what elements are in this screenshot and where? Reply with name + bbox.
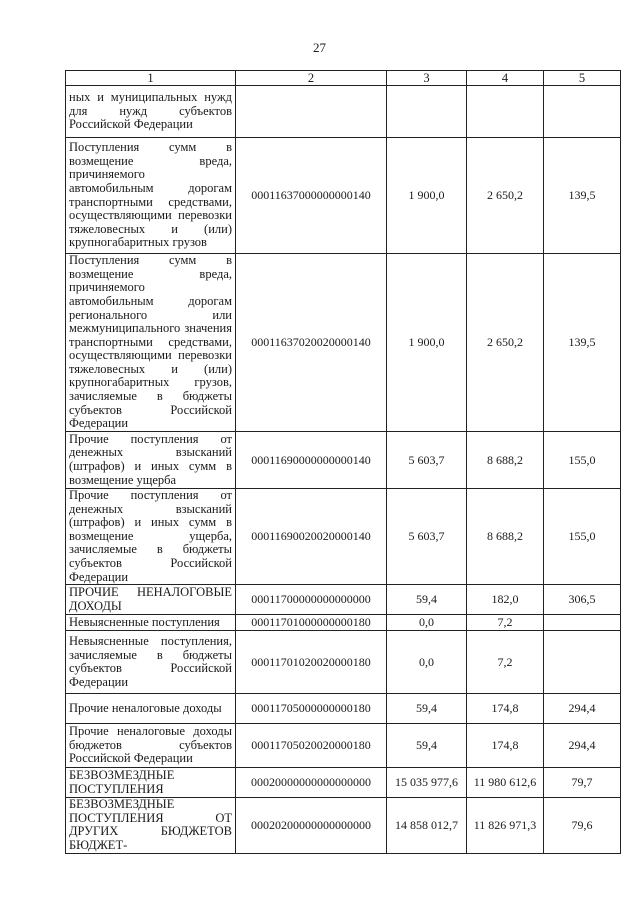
row-value-col4: 11 826 971,3 (467, 798, 544, 853)
row-value-col3: 0,0 (387, 615, 467, 631)
row-value-col3: 1 900,0 (387, 138, 467, 254)
row-code: 00011700000000000000 (236, 585, 387, 615)
column-header: 5 (544, 71, 621, 86)
row-value-col3 (387, 86, 467, 138)
row-name: Прочие поступления от денежных взысканий (штрафов) и иных сумм в возмещение ущерба (66, 432, 236, 489)
row-code: 00011701020020000180 (236, 631, 387, 694)
row-value-col5: 79,7 (544, 768, 621, 798)
row-code: 00011705000000000180 (236, 694, 387, 724)
table-row (66, 615, 621, 631)
row-code: 00011690000000000140 (236, 432, 387, 489)
row-code: 00011705020020000180 (236, 724, 387, 768)
table-row (66, 254, 621, 432)
row-name: ПРОЧИЕ НЕНАЛОГОВЫЕ ДОХОДЫ (66, 585, 236, 615)
column-header: 2 (236, 71, 387, 86)
row-value-col4: 8 688,2 (467, 489, 544, 585)
row-code: 00011637020020000140 (236, 254, 387, 432)
row-name: Прочие неналоговые доходы бюджетов субъектов Российской Федерации (66, 724, 236, 768)
table-row (66, 798, 621, 853)
row-value-col3: 5 603,7 (387, 489, 467, 585)
row-code: 00011690020020000140 (236, 489, 387, 585)
row-value-col5 (544, 631, 621, 694)
table-header-row (66, 71, 621, 86)
row-code: 00020000000000000000 (236, 768, 387, 798)
row-value-col4: 11 980 612,6 (467, 768, 544, 798)
row-name: Прочие неналоговые доходы (66, 694, 236, 724)
table-row (66, 138, 621, 254)
row-value-col5 (544, 615, 621, 631)
row-code: 00011701000000000180 (236, 615, 387, 631)
row-name: Прочие поступления от денежных взысканий (штрафов) и иных сумм в возмещение ущерба, зачисляемые в бюджеты субъектов Российской Федерации (66, 489, 236, 585)
table-row (66, 768, 621, 798)
table-row (66, 86, 621, 138)
table-row (66, 631, 621, 694)
row-value-col3: 1 900,0 (387, 254, 467, 432)
row-value-col4 (467, 86, 544, 138)
row-value-col4: 2 650,2 (467, 254, 544, 432)
row-value-col4: 8 688,2 (467, 432, 544, 489)
row-code: 00011637000000000140 (236, 138, 387, 254)
row-value-col3: 59,4 (387, 724, 467, 768)
row-value-col3: 14 858 012,7 (387, 798, 467, 853)
row-value-col3: 15 035 977,6 (387, 768, 467, 798)
row-value-col5: 79,6 (544, 798, 621, 853)
table-row (66, 724, 621, 768)
row-value-col5: 155,0 (544, 489, 621, 585)
row-name: БЕЗВОЗМЕЗДНЫЕ ПОСТУПЛЕНИЯ ОТ ДРУГИХ БЮДЖЕТОВ БЮДЖЕТ- (66, 798, 236, 853)
row-value-col4: 7,2 (467, 631, 544, 694)
row-value-col3: 59,4 (387, 694, 467, 724)
column-header: 4 (467, 71, 544, 86)
row-name: Невыясненные поступления (66, 615, 236, 631)
table-row (66, 694, 621, 724)
row-value-col4: 7,2 (467, 615, 544, 631)
row-value-col3: 0,0 (387, 631, 467, 694)
row-value-col4: 174,8 (467, 724, 544, 768)
column-header: 3 (387, 71, 467, 86)
row-value-col4: 182,0 (467, 585, 544, 615)
table-row (66, 585, 621, 615)
row-value-col4: 2 650,2 (467, 138, 544, 254)
row-name: ных и муниципальных нужд для нужд субъектов Российской Федерации (66, 86, 236, 138)
table-row (66, 489, 621, 585)
row-value-col4: 174,8 (467, 694, 544, 724)
row-value-col5: 294,4 (544, 724, 621, 768)
table-row (66, 432, 621, 489)
row-name: Поступления сумм в возмещение вреда, причиняемого автомобильным дорогам регионального или межмуниципального значения транспортными средствами, осуществляющими перевозки тяжеловесных и (или) крупногабаритных грузов, зачисляемые в бюджеты субъектов Российской Федерации (66, 254, 236, 432)
row-value-col5 (544, 86, 621, 138)
row-name: Невыясненные поступления, зачисляемые в бюджеты субъектов Российской Федерации (66, 631, 236, 694)
row-value-col3: 5 603,7 (387, 432, 467, 489)
row-name: Поступления сумм в возмещение вреда, причиняемого автомобильным дорогам транспортными средствами, осуществляющими перевозки тяжеловесных и (или) крупногабаритных грузов (66, 138, 236, 254)
page-number: 27 (313, 40, 326, 55)
row-value-col5: 306,5 (544, 585, 621, 615)
row-value-col3: 59,4 (387, 585, 467, 615)
row-value-col5: 294,4 (544, 694, 621, 724)
row-value-col5: 139,5 (544, 254, 621, 432)
row-value-col5: 155,0 (544, 432, 621, 489)
column-header: 1 (66, 71, 236, 86)
revenue-table (65, 70, 621, 854)
row-code (236, 86, 387, 138)
row-code: 00020200000000000000 (236, 798, 387, 853)
row-name: БЕЗВОЗМЕЗДНЫЕ ПОСТУПЛЕНИЯ (66, 768, 236, 798)
row-value-col5: 139,5 (544, 138, 621, 254)
